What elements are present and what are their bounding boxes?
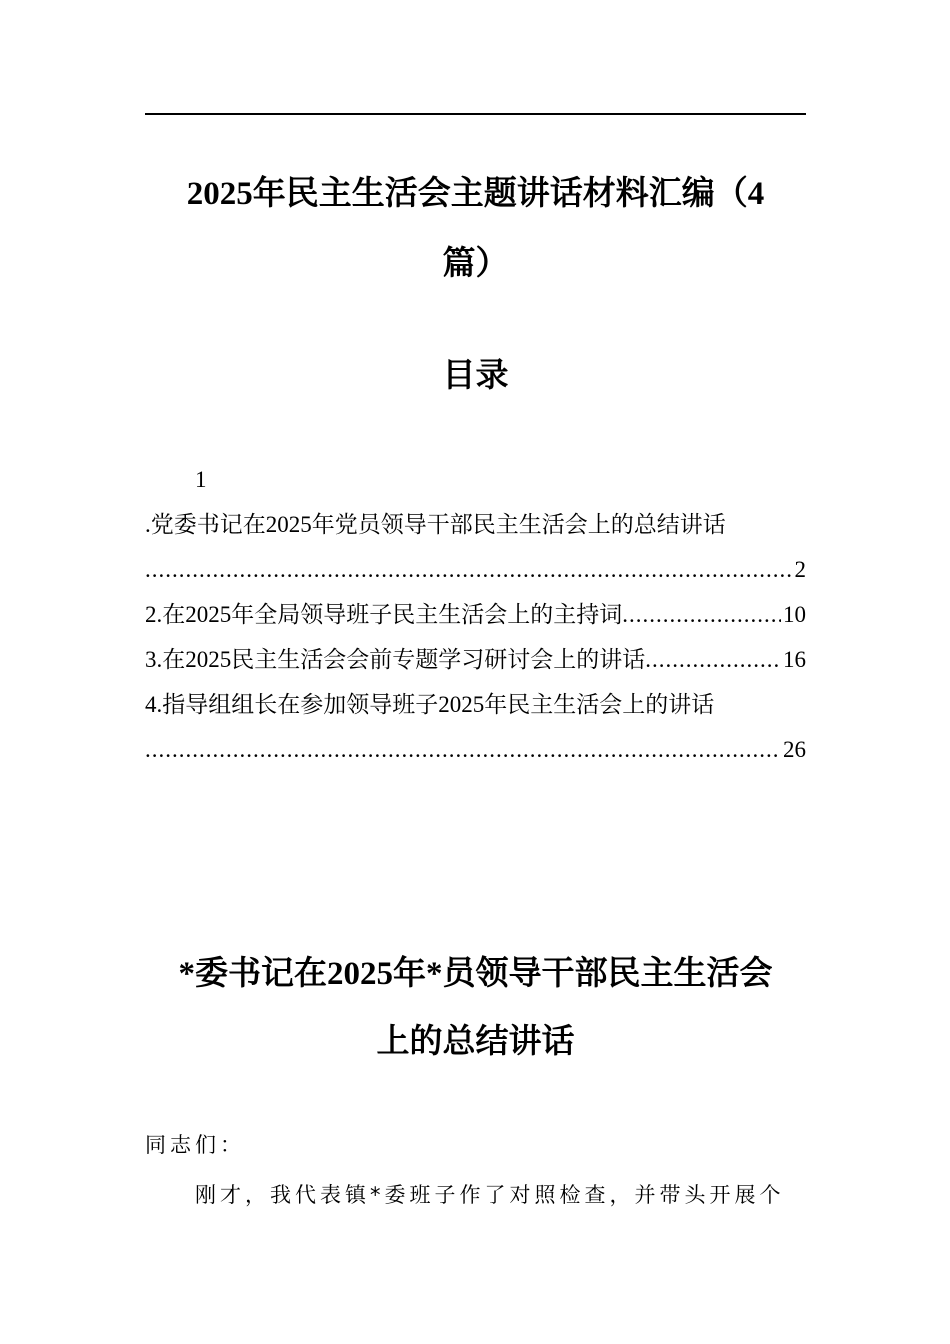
toc-item-text: 2.在2025年全局领导班子民主生活会上的主持词	[145, 602, 623, 627]
toc-item-1-number: 1	[195, 467, 207, 492]
toc-item-text: 4.指导组组长在参加领导班子2025年民主生活会上的讲话	[145, 692, 715, 717]
toc-item-text: 3.在2025民主生活会会前专题学习研讨会上的讲话	[145, 647, 646, 672]
toc-item-1[interactable]	[145, 502, 806, 592]
document-title-line1: 2025年民主生活会主题讲话材料汇编（4	[186, 176, 765, 212]
dot-leader	[145, 547, 793, 592]
toc-heading: 目录	[442, 358, 509, 394]
salutation: 同志们：	[145, 1133, 245, 1157]
toc-item-3[interactable]	[145, 637, 806, 682]
toc-item-4[interactable]	[145, 682, 806, 772]
toc-page-number: 10	[783, 602, 806, 627]
dot-leader	[145, 727, 781, 772]
article-title-line1: *委书记在2025年*员领导干部民主生活会	[178, 956, 773, 992]
toc-page-number: 16	[783, 647, 806, 672]
table-of-contents	[145, 457, 806, 772]
toc-page-number: 26	[783, 737, 806, 762]
article-body	[145, 1120, 806, 1220]
toc-page-number: 2	[794, 557, 806, 582]
top-rule	[145, 113, 806, 115]
document-title-line2: 篇）	[442, 246, 509, 282]
dot-leader	[645, 637, 781, 682]
article-title-line2: 上的总结讲话	[376, 1024, 575, 1060]
dot-leader	[622, 592, 781, 637]
toc-item-text: .党委书记在2025年党员领导干部民主生活会上的总结讲话	[145, 512, 726, 537]
toc-item-2[interactable]	[145, 592, 806, 637]
paragraph: 刚才，我代表镇*委班子作了对照检查，并带头开展个	[195, 1183, 785, 1207]
